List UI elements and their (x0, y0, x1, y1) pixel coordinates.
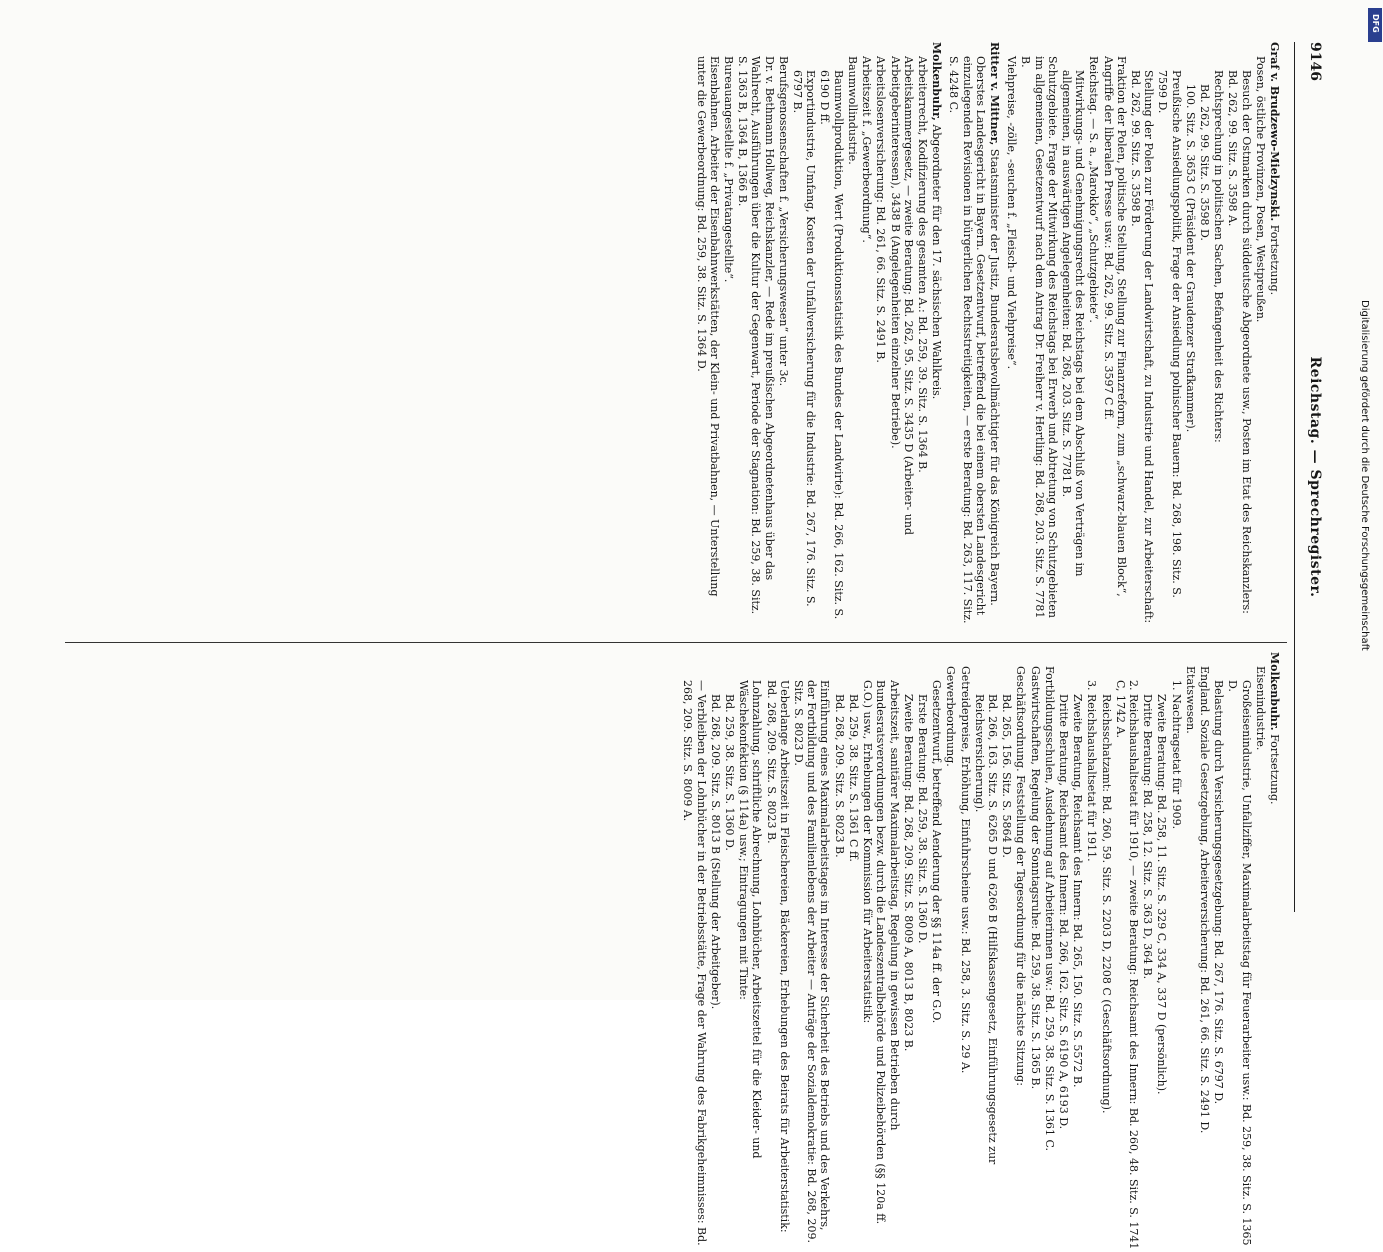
entry-text: Gesetzentwurf, betreffend Aenderung der §§ 114a ff. der G.O. (930, 680, 944, 1024)
entry-text: Lohnzahlung, schriftliche Abrechnung, Lohnbücher, Arbeitszettel für die Kleider- und Wäschekonfektion (§ 114a) usw.; Eintragungen mit Tinte: (737, 680, 764, 1159)
entry-text: Eisenbahnen. Arbeiter der Eisenbahnwerkstätten, der Klein- und Privatbahnen, — Unterstellung unter die Gewerbeordnung: Bd. 259, 38. Sitz. S. 1364 D. (694, 56, 721, 597)
register-entry (736, 42, 776, 627)
entry-text: Gewerbeordnung. (944, 666, 958, 767)
register-entry (777, 42, 790, 627)
register-entry (792, 652, 832, 1252)
entry-text: Bd. 259, 38. Sitz. S. 1361 C ff. (846, 694, 860, 862)
register-entry (818, 42, 844, 627)
register-entry (902, 652, 915, 1252)
entry-text: Etatswesen. (1183, 666, 1197, 734)
entry-text: Bd. 268, 209. Sitz. S. 8023 B. (832, 694, 846, 858)
speaker-name: Graf v. Brudzewo-Mielzynski. (1268, 42, 1281, 222)
register-entry (1060, 42, 1086, 627)
entry-text: Fortbildungsschulen, Ausdehnung auf Arbeiterinnen usw.: Bd. 259, 38. Sitz. S. 1361 C. (1042, 666, 1056, 1151)
entry-text: Staatsminister der Justiz, Bundesratsbevollmächtigter für das Königreich Bayern. (987, 145, 1001, 606)
speaker-name: Ritter v. Mittner, (987, 42, 1001, 146)
register-entry (1071, 652, 1084, 1252)
entry-text: Arbeitszeit f. „Gewerbeordnung“. (860, 56, 874, 243)
register-entry (1226, 652, 1252, 1252)
left-column (693, 42, 1285, 627)
register-entry (1155, 652, 1168, 1252)
entry-text: Ueberlange Arbeitszeit in Fleischereien, Bäckereien, Erhebungen des Beirats für Arbeiterstatistik: Bd. 268, 209. Sitz. S. 8023 B. (764, 680, 791, 1233)
entry-text: Exportindustrie, Umfang, Kosten der Unfallversicherung für die Industrie: Bd. 267, 176. Sitz. S. 6797 B. (791, 70, 818, 607)
entry-text: Posen, östliche Provinzen, Posen, Westpreußen. (1253, 56, 1267, 323)
entry-text: Viehpreise, -zölle, -seuchen f. „Fleisch- und Viehpreise“. (1005, 56, 1019, 370)
entry-text: Belastung durch Versicherungsgesetzgebung: Bd. 267, 176. Sitz. S. 6797 D. (1212, 680, 1226, 1105)
entry-text: Eisenindustrie. (1253, 666, 1267, 751)
entry-text: Zweite Beratung, Reichsamt des Innern: Bd. 265, 150. Sitz. S. 5572 B. (1071, 694, 1085, 1088)
entry-text: Bd. 268, 209. Sitz. S. 8013 B (Stellung der Arbeitgeber). (708, 694, 722, 1010)
register-entry (1043, 652, 1056, 1252)
entry-text: Zweite Beratung: Bd. 268, 209. Sitz. S. 8009 A, 8013 B, 8023 B. (901, 694, 915, 1052)
entry-text: Baumwollproduktion, Wert (Produktionsstatistik des Bundes der Landwirte): Bd. 266, 162. Sitz. S. 6190 D ff. (818, 70, 845, 620)
register-entry (1226, 42, 1252, 627)
register-entry (1169, 652, 1182, 1252)
register-entry (764, 652, 790, 1252)
register-entry (1101, 42, 1127, 627)
entry-text: Dritte Beratung, Reichsamt des Innern: Bd. 266, 162. Sitz. S. 6190 A, 6193 D. (1056, 694, 1070, 1130)
entry-text: Stellung der Polen zur Förderung der Landwirtschaft, zu Industrie und Handel, zur Arbeiterschaft: Bd. 262, 99. Sitz. S. 3598 B. (1128, 70, 1156, 624)
entry-text: Dr. v. Bethmann Hollweg, Reichskanzler, — Rede im preußischen Abgeordnetenhaus über das Wahlrecht, Ausführungen über die Kultur der Gegenwart, Periode der Stagnation: Bd. 259, 38. Sitz. S. 1363 B, 1364 B, 1366 B. (736, 56, 776, 615)
entry-text: Arbeitslosenversicherung: Bd. 261, 66. Sitz. S. 2491 B. (874, 56, 888, 363)
register-entry (847, 652, 860, 1252)
register-entry (947, 42, 987, 627)
register-entry (988, 42, 1001, 627)
register-entry (1000, 652, 1013, 1252)
entry-text: Reichsschatzamt: Bd. 260, 59. Sitz. S. 2203 D, 2208 C (Geschäftsordnung). (1099, 694, 1113, 1114)
entry-text: Arbeitskammergesetz, — zweite Beratung; Bd. 262, 95. Sitz. S. 3435 D (Arbeiter- und Arbeitgeberinteressen), 3438 B (Angelegenheiten einzelner Betriebe). (888, 56, 915, 535)
register-entry (833, 652, 846, 1252)
register-entry (930, 42, 943, 627)
entry-text: Einführung eines Maximalarbeitstages im Interesse der Sicherheit des Betriebs und des Verkehrs, der Fortbildung und des Familienlebens der Arbeiter — Anträge der Sozialdemokratie: Bd. 268, 209. Sitz. S. 8023 D. (792, 680, 832, 1243)
register-entry (1099, 652, 1112, 1252)
entry-text: 1. Nachtragsetat für 1909. (1169, 680, 1183, 830)
entry-text: Mitwirkungs- und Genehmigungsrecht des Reichstags bei dem Abschluß von Verträgen im allgemeinen, in auswärtigen Angelegenheiten: Bd. 268, 203. Sitz. S. 7781 B. (1059, 70, 1087, 577)
register-entry (1156, 42, 1182, 627)
register-entry (1028, 652, 1041, 1252)
entry-text: Berufsgenossenschaften f. „Versicherungswesen“ unter 3c. (776, 56, 790, 387)
register-entry (1184, 42, 1197, 627)
register-entry (1005, 42, 1018, 627)
entry-text: Oberstes Landesgericht in Bayern. Gesetzentwurf, betreffend die bei einem obersten Landesgericht einzulegenden Revisionen in bürgerlichen Rechtsstreitigkeiten, — erste Beratung: Bd. 263, 117. Sitz. S. 4248 C. (947, 56, 987, 624)
column-divider (65, 642, 1287, 643)
digitization-notice: Digitalisierung gefördert durch die Deutsche Forschungsgemeinschaft (1359, 300, 1370, 651)
entry-text: Arbeiterrecht, Kodifizierung des gesamten A.: Bd. 259, 39. Sitz. S. 1364 B. (915, 56, 929, 473)
page-header (1299, 42, 1325, 912)
register-entry (1141, 652, 1154, 1252)
entry-text: Großeisenindustrie, Unfallziffer, Maximalarbeitstag für Feuerarbeiter usw.: Bd. 259, 38. Sitz. S. 1365 D. (1226, 680, 1253, 1246)
register-entry (944, 652, 957, 1252)
header-rule (1294, 42, 1295, 912)
dfg-logo (1368, 8, 1382, 42)
register-entry (1268, 652, 1281, 1252)
entry-text: Fortsetzung. (1268, 221, 1281, 296)
register-entry (1198, 42, 1211, 627)
entry-text: Bd. 259, 38. Sitz. S. 1360 D. (723, 694, 737, 851)
entry-text: Besuch der Ostmarken durch süddeutsche Abgeordnete usw., Posten im Etat des Reichskanzlers: Bd. 262, 99. Sitz. S. 3598 A. (1226, 70, 1253, 614)
running-title: Reichstag. — Sprechregister. (1307, 356, 1323, 598)
entry-text: 2. Reichshaushaltsetat für 1910, — zweite Beratung: Reichsamt des Innern: Bd. 260, 48. Sitz. S. 1741 C, 1742 A. (1113, 680, 1140, 1250)
register-entry (1184, 652, 1197, 1252)
entry-text: — Verbleiben der Lohnbücher in der Betriebsstätte, Frage der Wahrung des Fabrikgeheimnisses: Bd. 268, 209. Sitz. S. 8009 A. (681, 680, 708, 1246)
register-entry (709, 652, 722, 1252)
register-entry (1212, 652, 1225, 1252)
entry-text: Fortsetzung. (1268, 730, 1281, 805)
entry-text: Preußische Ansiedlungspolitik, Frage der Ansiedlung polnischer Bauern: Bd. 268, 198. Sitz. S. 7599 D. (1156, 70, 1183, 598)
register-entry (916, 42, 929, 627)
entry-text: Zweite Beratung: Bd. 258, 11. Sitz. S. 329 C, 334 A, 337 D (persönlich). (1155, 694, 1169, 1095)
register-entry (874, 42, 887, 627)
entry-text: Geschäftsordnung. Feststellung der Tagesordnung für die nächste Sitzung: (1014, 666, 1028, 1086)
register-entry (930, 652, 943, 1252)
register-entry (723, 652, 736, 1252)
register-entry (1087, 42, 1100, 627)
register-entry (694, 42, 720, 627)
register-entry (1198, 652, 1211, 1252)
entry-text: 100. Sitz. S. 3653 C (Präsident der Graudenzer Strafkammer). (1183, 84, 1197, 433)
register-entry (846, 42, 859, 627)
entry-text: 3. Reichshaushaltsetat für 1911. (1085, 680, 1099, 862)
entry-text: Erste Beratung: Bd. 259, 38. Sitz. S. 1360 D. (915, 694, 929, 944)
register-entry (860, 42, 873, 627)
entry-text: Rechtsprechung in politischen Sachen, Befangenheit des Richters: (1212, 70, 1226, 443)
register-entry (958, 652, 971, 1252)
entry-text: Abgeordneter für den 17. sächsischen Wahlkreis. (930, 120, 944, 400)
entry-text: Schutzgebiete. Frage der Mitwirkung des Reichstags bei Erwerb und Abtretung von Schutzgebieten im allgemeinen, Gesetzentwurf nach dem Antrag Dr. Freiherr v. Hertling: Bd. 268, 203. Sitz. S. 7781 B. (1019, 56, 1059, 619)
register-entry (888, 42, 914, 627)
register-entry (1254, 652, 1267, 1252)
register-entry (681, 652, 707, 1252)
page-number: 9146 (1307, 42, 1323, 81)
entry-text: Gastwirtschaften, Regelung der Sonntagsruhe: Bd. 259, 38. Sitz. S. 1365 B. (1028, 666, 1042, 1090)
register-entry (1085, 652, 1098, 1252)
register-entry (1014, 652, 1027, 1252)
register-entry (1129, 42, 1155, 627)
rotated-register-page (25, 12, 1335, 1250)
right-column (680, 652, 1285, 1252)
entry-text: Dritte Beratung: Bd. 258, 12. Sitz. S. 363 D, 364 B. (1141, 694, 1155, 980)
register-entry (737, 652, 763, 1252)
entry-text: Fraktion der Polen, politische Stellung, Stellung zur Finanzreform, zum „schwarz-blauen Block“, Angriffe der liberalen Presse usw.: Bd. 262, 99. Sitz. S. 3597 C ff. (1101, 56, 1128, 597)
register-entry (1114, 652, 1140, 1252)
register-entry (1268, 42, 1281, 627)
entry-text: Reichstag. — S. a. „Marokko“, „Schutzgebiete“. (1087, 56, 1101, 323)
entry-text: Arbeitszeit, sanitärer Maximalarbeitstag, Regelung in gewissen Betrieben durch Bundesratsverordnungen bezw. durch die Landeszentralbehörde und Polizeibehörden (§§ 120a ff. G.O.) usw., Erhebungen der Kommission für Arbeiterstatistik: (861, 680, 901, 1225)
register-entry (861, 652, 901, 1252)
entry-text: Bd. 262, 99. Sitz. S. 3598 D. (1197, 84, 1211, 241)
entry-text: England. Soziale Gesetzgebung, Arbeiterversicherung: Bd. 261, 66. Sitz. S. 2491 D. (1197, 666, 1211, 1134)
register-entry (1254, 42, 1267, 627)
entry-text: Bd. 265, 156. Sitz. S. 5864 D. (1000, 694, 1014, 858)
entry-text: Baumwollindustrie. (845, 56, 859, 165)
register-entry (1057, 652, 1070, 1252)
speaker-name: Molkenbuhr, (930, 42, 944, 121)
register-entry (1212, 42, 1225, 627)
register-entry (973, 652, 999, 1252)
entry-text: Bureauangestellte f. „Privatangestellte“. (722, 56, 736, 283)
speaker-name: Molkenbuhr. (1268, 652, 1281, 731)
register-entry (1019, 42, 1059, 627)
dfg-logo-text: DFG (1371, 14, 1380, 33)
entry-text: Bd. 266, 163. Sitz. S. 6265 D und 6266 B (Hilfskassengesetz, Einführungsgesetz zur Reichsversicherung). (972, 694, 999, 1165)
register-entry (916, 652, 929, 1252)
entry-text: Getreidepreise, Erhöhung, Einfuhrscheine usw.: Bd. 258, 3. Sitz. S. 29 A. (958, 666, 972, 1074)
register-entry (722, 42, 735, 627)
register-entry (791, 42, 817, 627)
